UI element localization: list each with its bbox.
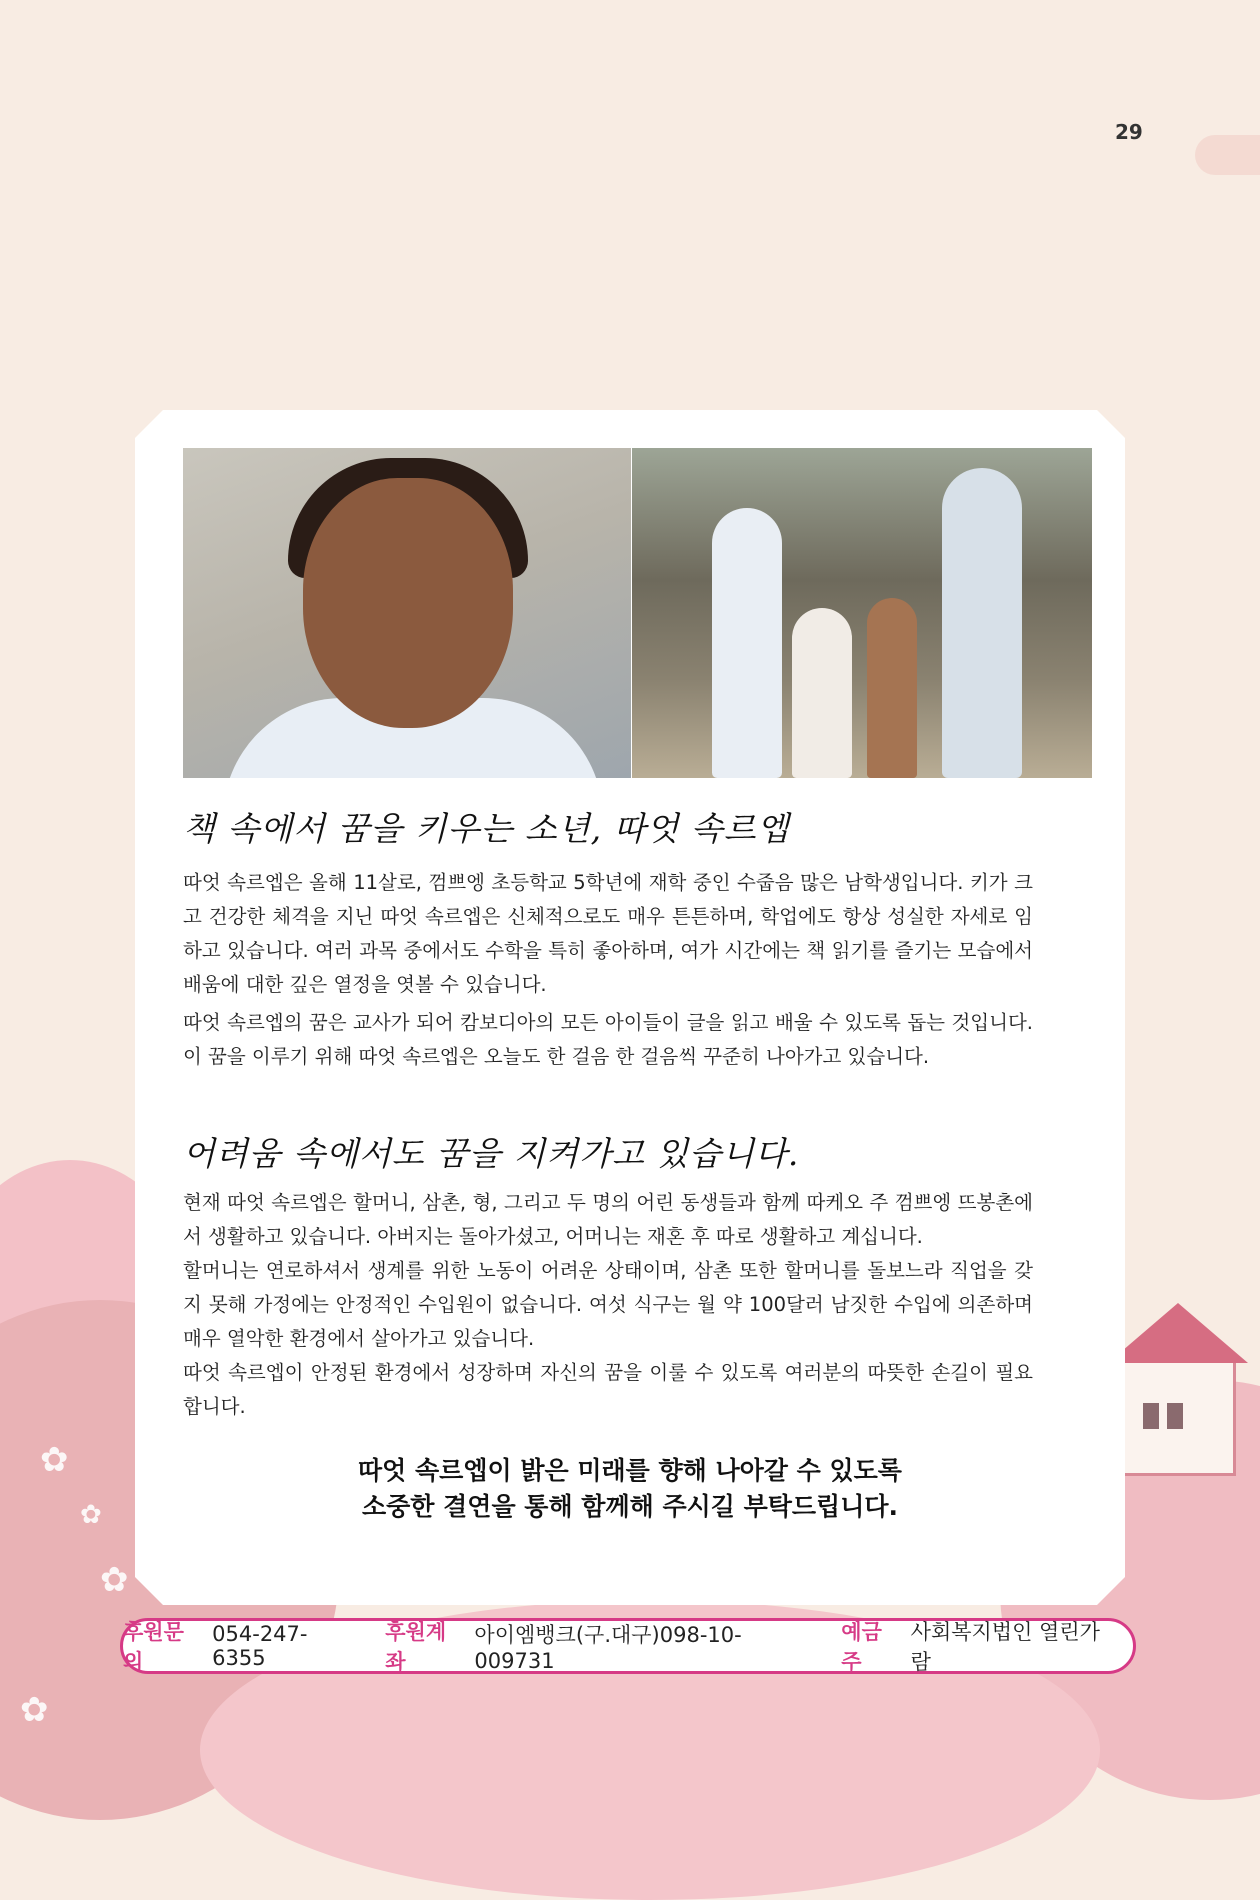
- inquiry-label: 후원문의: [123, 1620, 184, 1674]
- house-window: [1167, 1403, 1183, 1429]
- closing-line: 따엇 속르엡이 밝은 미래를 향해 나아갈 수 있도록: [358, 1456, 902, 1485]
- photo-person: [712, 508, 782, 778]
- family-photo: [632, 448, 1092, 778]
- holder-name: 사회복지법인 열린가람: [910, 1620, 1100, 1674]
- paragraph: 할머니는 연로하셔서 생계를 위한 노동이 어려운 상태이며, 삼촌 또한 할머니를 돌보느라 직업을 갖지 못해 가정에는 안정적인 수입원이 없습니다. 여섯 식구는 월 약 100달러 남짓한 수입에 의존하며 매우 열악한 환경에서 살아가고 있습니다.: [183, 1259, 1033, 1350]
- photo-person: [867, 598, 917, 778]
- holder-label: 예금주: [841, 1620, 882, 1674]
- section-title-hardship: 어려움 속에서도 꿈을 지켜가고 있습니다.: [183, 1134, 800, 1173]
- closing-message: [183, 1453, 1077, 1525]
- portrait-photo: [183, 448, 631, 778]
- account-label: 후원계좌: [385, 1620, 447, 1674]
- photo-person: [942, 468, 1022, 778]
- house-window: [1143, 1403, 1159, 1429]
- paragraph: 따엇 속르엡이 안정된 환경에서 성장하며 자신의 꿈을 이룰 수 있도록 여러분의 따뜻한 손길이 필요합니다.: [183, 1361, 1033, 1418]
- decorative-house: [1120, 1360, 1236, 1476]
- blossom-icon: ✿: [40, 1440, 69, 1480]
- photo-face: [303, 478, 513, 728]
- page-number: 29: [1115, 120, 1143, 144]
- paragraph: 현재 따엇 속르엡은 할머니, 삼촌, 형, 그리고 두 명의 어린 동생들과 함께 따케오 주 껌쁘엥 뜨봉촌에서 생활하고 있습니다. 아버지는 돌아가셨고, 어머니는 재혼 후 따로 생활하고 계십니다.: [183, 1191, 1033, 1248]
- blossom-icon: ✿: [80, 1500, 102, 1530]
- inquiry-phone: 054-247-6355: [212, 1622, 308, 1670]
- account-number: 아이엠뱅크(구.대구)098-10-009731: [474, 1623, 742, 1673]
- paragraph: 따엇 속르엡은 올해 11살로, 껌쁘엥 초등학교 5학년에 재학 중인 수줍음 많은 남학생입니다. 키가 크고 건강한 체격을 지닌 따엇 속르엡은 신체적으로도 매우 튼튼하며, 학업에도 항상 성실한 자세로 임하고 있습니다. 여러 과목 중에서도 수학을 특히 좋아하며, 여가 시간에는 책 읽기를 즐기는 모습에서 배움에 대한 깊은 열정을 엿볼 수 있습니다.: [183, 871, 1033, 996]
- blossom-icon: ✿: [20, 1690, 49, 1730]
- decorative-cloud: [1195, 135, 1260, 175]
- section-title-dream: 책 속에서 꿈을 키우는 소년, 따엇 속르엡: [183, 809, 790, 848]
- contact-bar: [120, 1618, 1136, 1674]
- closing-line: 소중한 결연을 통해 함께해 주시길 부탁드립니다.: [361, 1492, 899, 1521]
- photo-person: [792, 608, 852, 778]
- paragraph: 따엇 속르엡의 꿈은 교사가 되어 캄보디아의 모든 아이들이 글을 읽고 배울 수 있도록 돕는 것입니다. 이 꿈을 이루기 위해 따엇 속르엡은 오늘도 한 걸음 한 걸음씩 꾸준히 나아가고 있습니다.: [183, 1011, 1033, 1068]
- blossom-icon: ✿: [100, 1560, 129, 1600]
